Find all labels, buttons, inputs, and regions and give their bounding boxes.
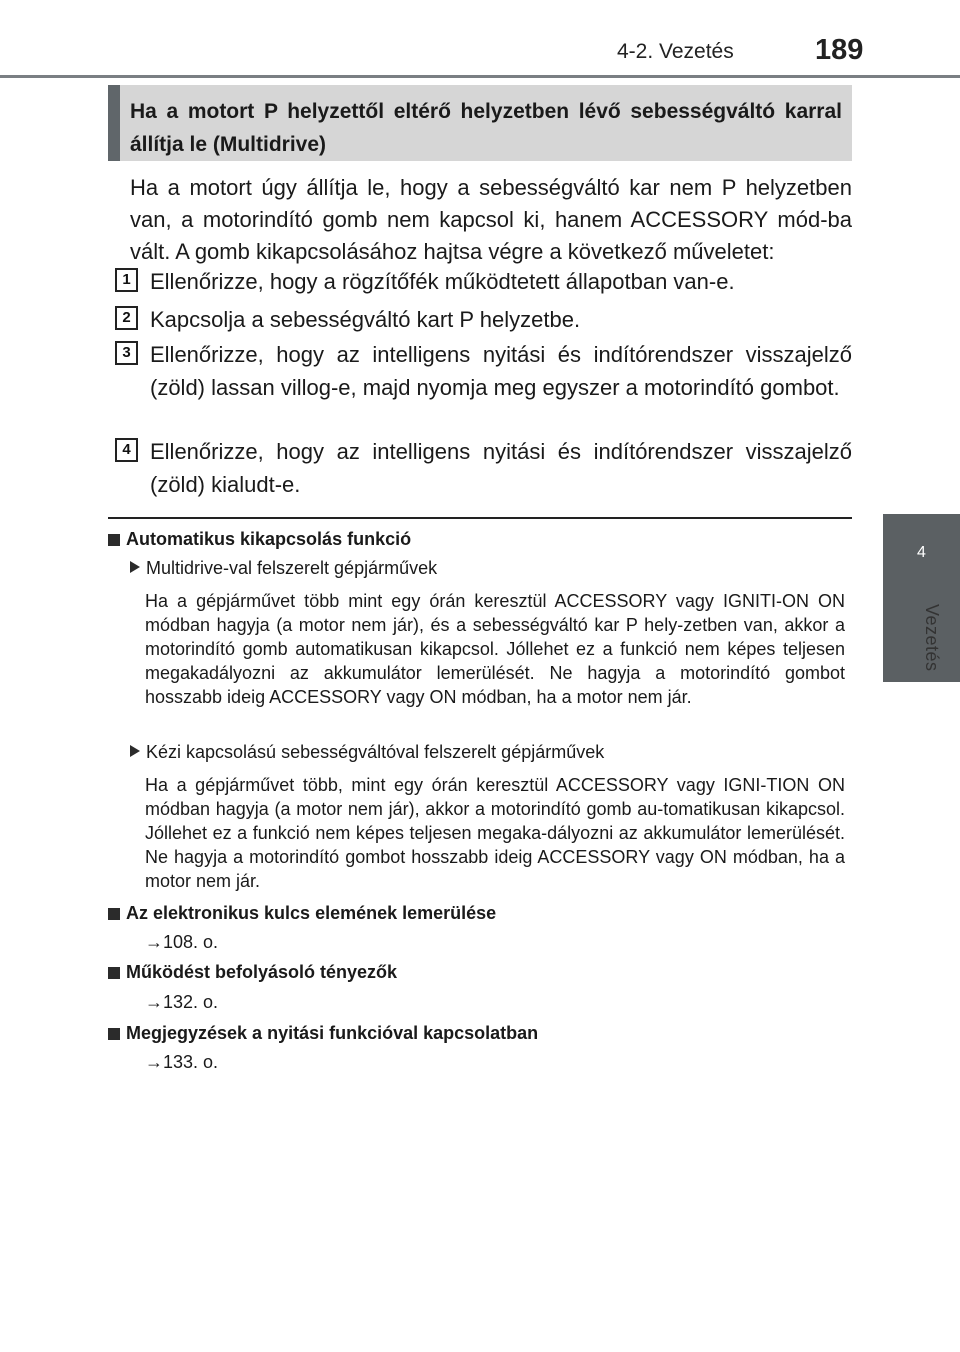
page-reference-link[interactable]: →133. o. xyxy=(145,1052,219,1072)
step-text: Ellenőrizze, hogy az intelligens nyitási és indítórendszer visszajelző (zöld) lassan villog-e, majd nyomja meg egyszer a motorindító gombot. xyxy=(150,342,852,400)
sub-heading-manual xyxy=(130,742,604,763)
section-heading-box: Ha a motort P helyzettől eltérő helyzetben lévő sebességváltó karral állítja le (Multidrive) xyxy=(108,85,852,161)
sub-heading-multidrive xyxy=(130,558,437,579)
triangle-bullet-icon xyxy=(130,561,140,573)
section-title: 4-2. Vezetés xyxy=(617,40,734,63)
note-heading-text: Megjegyzések a nyitási funkcióval kapcsolatban xyxy=(126,1023,539,1043)
square-bullet-icon xyxy=(108,534,120,546)
page-reference-link[interactable]: →108. o. xyxy=(145,932,219,952)
step-number-badge: 2 xyxy=(115,306,138,330)
intro-paragraph: Ha a motort úgy állítja le, hogy a sebességváltó kar nem P helyzetben van, a motorindító gomb nem kapcsol ki, hanem ACCESSORY mód-ba vált. A gomb kikapcsolásához hajtsa végre a következő műveletet: xyxy=(130,175,852,264)
header-divider xyxy=(0,75,960,78)
sub-heading-text: Multidrive-val felszerelt gépjárművek xyxy=(146,558,438,578)
note-heading-opening xyxy=(108,1023,538,1044)
triangle-bullet-icon xyxy=(130,745,140,757)
page-number: 189 xyxy=(815,34,864,66)
step-text: Kapcsolja a sebességváltó kart P helyzetbe. xyxy=(150,307,581,332)
chapter-label: Vezetés xyxy=(922,604,942,672)
step-number-badge: 4 xyxy=(115,438,138,462)
note-heading-battery xyxy=(108,903,496,924)
page-reference-link[interactable]: →132. o. xyxy=(145,992,219,1012)
note-heading-factors xyxy=(108,962,397,983)
square-bullet-icon xyxy=(108,1028,120,1040)
chapter-number: 4 xyxy=(917,544,926,561)
step-text: Ellenőrizze, hogy a rögzítőfék működtetett állapotban van-e. xyxy=(150,269,735,294)
square-bullet-icon xyxy=(108,908,120,920)
note-paragraph-manual: Ha a gépjárművet több, mint egy órán keresztül ACCESSORY vagy IGNI-TION ON módban hagyja (a motor nem jár), akkor a motorindító gomb au-tomatikusan kikapcsol. Jóllehet ez a funkció nem képes teljesen megaka-dályozni az akkumulátor lemerülését. Ne hagyja a motorindító gombot hosszabb ideig ACCESSORY vagy ON módban, ha a motor nem jár. xyxy=(145,775,845,891)
note-paragraph-multidrive: Ha a gépjárművet több mint egy órán keresztül ACCESSORY vagy IGNITI-ON ON módban hagyja (a motor nem jár), és a sebességváltó kar P hely-zetben van, akkor a motorindító gomb automatikusan kikapcsol. Jóllehet ez a funkció nem képes teljesen megakadályozni az akkumulátor lemerülését. Ne hagyja a motorindító gombot hosszabb ideig ACCESSORY vagy ON módban, ha a motor nem jár. xyxy=(145,591,845,707)
sub-heading-text: Kézi kapcsolású sebességváltóval felszerelt gépjárművek xyxy=(146,742,605,762)
note-heading-text: Az elektronikus kulcs elemének lemerülése xyxy=(126,903,497,923)
note-heading-auto-off xyxy=(108,529,411,550)
section-divider xyxy=(108,517,852,519)
step-number-badge: 3 xyxy=(115,341,138,365)
square-bullet-icon xyxy=(108,967,120,979)
step-text: Ellenőrizze, hogy az intelligens nyitási és indítórendszer visszajelző (zöld) kialudt-e. xyxy=(150,439,852,497)
note-heading-text: Automatikus kikapcsolás funkció xyxy=(126,529,412,549)
step-number-badge: 1 xyxy=(115,268,138,292)
note-heading-text: Működést befolyásoló tényezők xyxy=(126,962,398,982)
